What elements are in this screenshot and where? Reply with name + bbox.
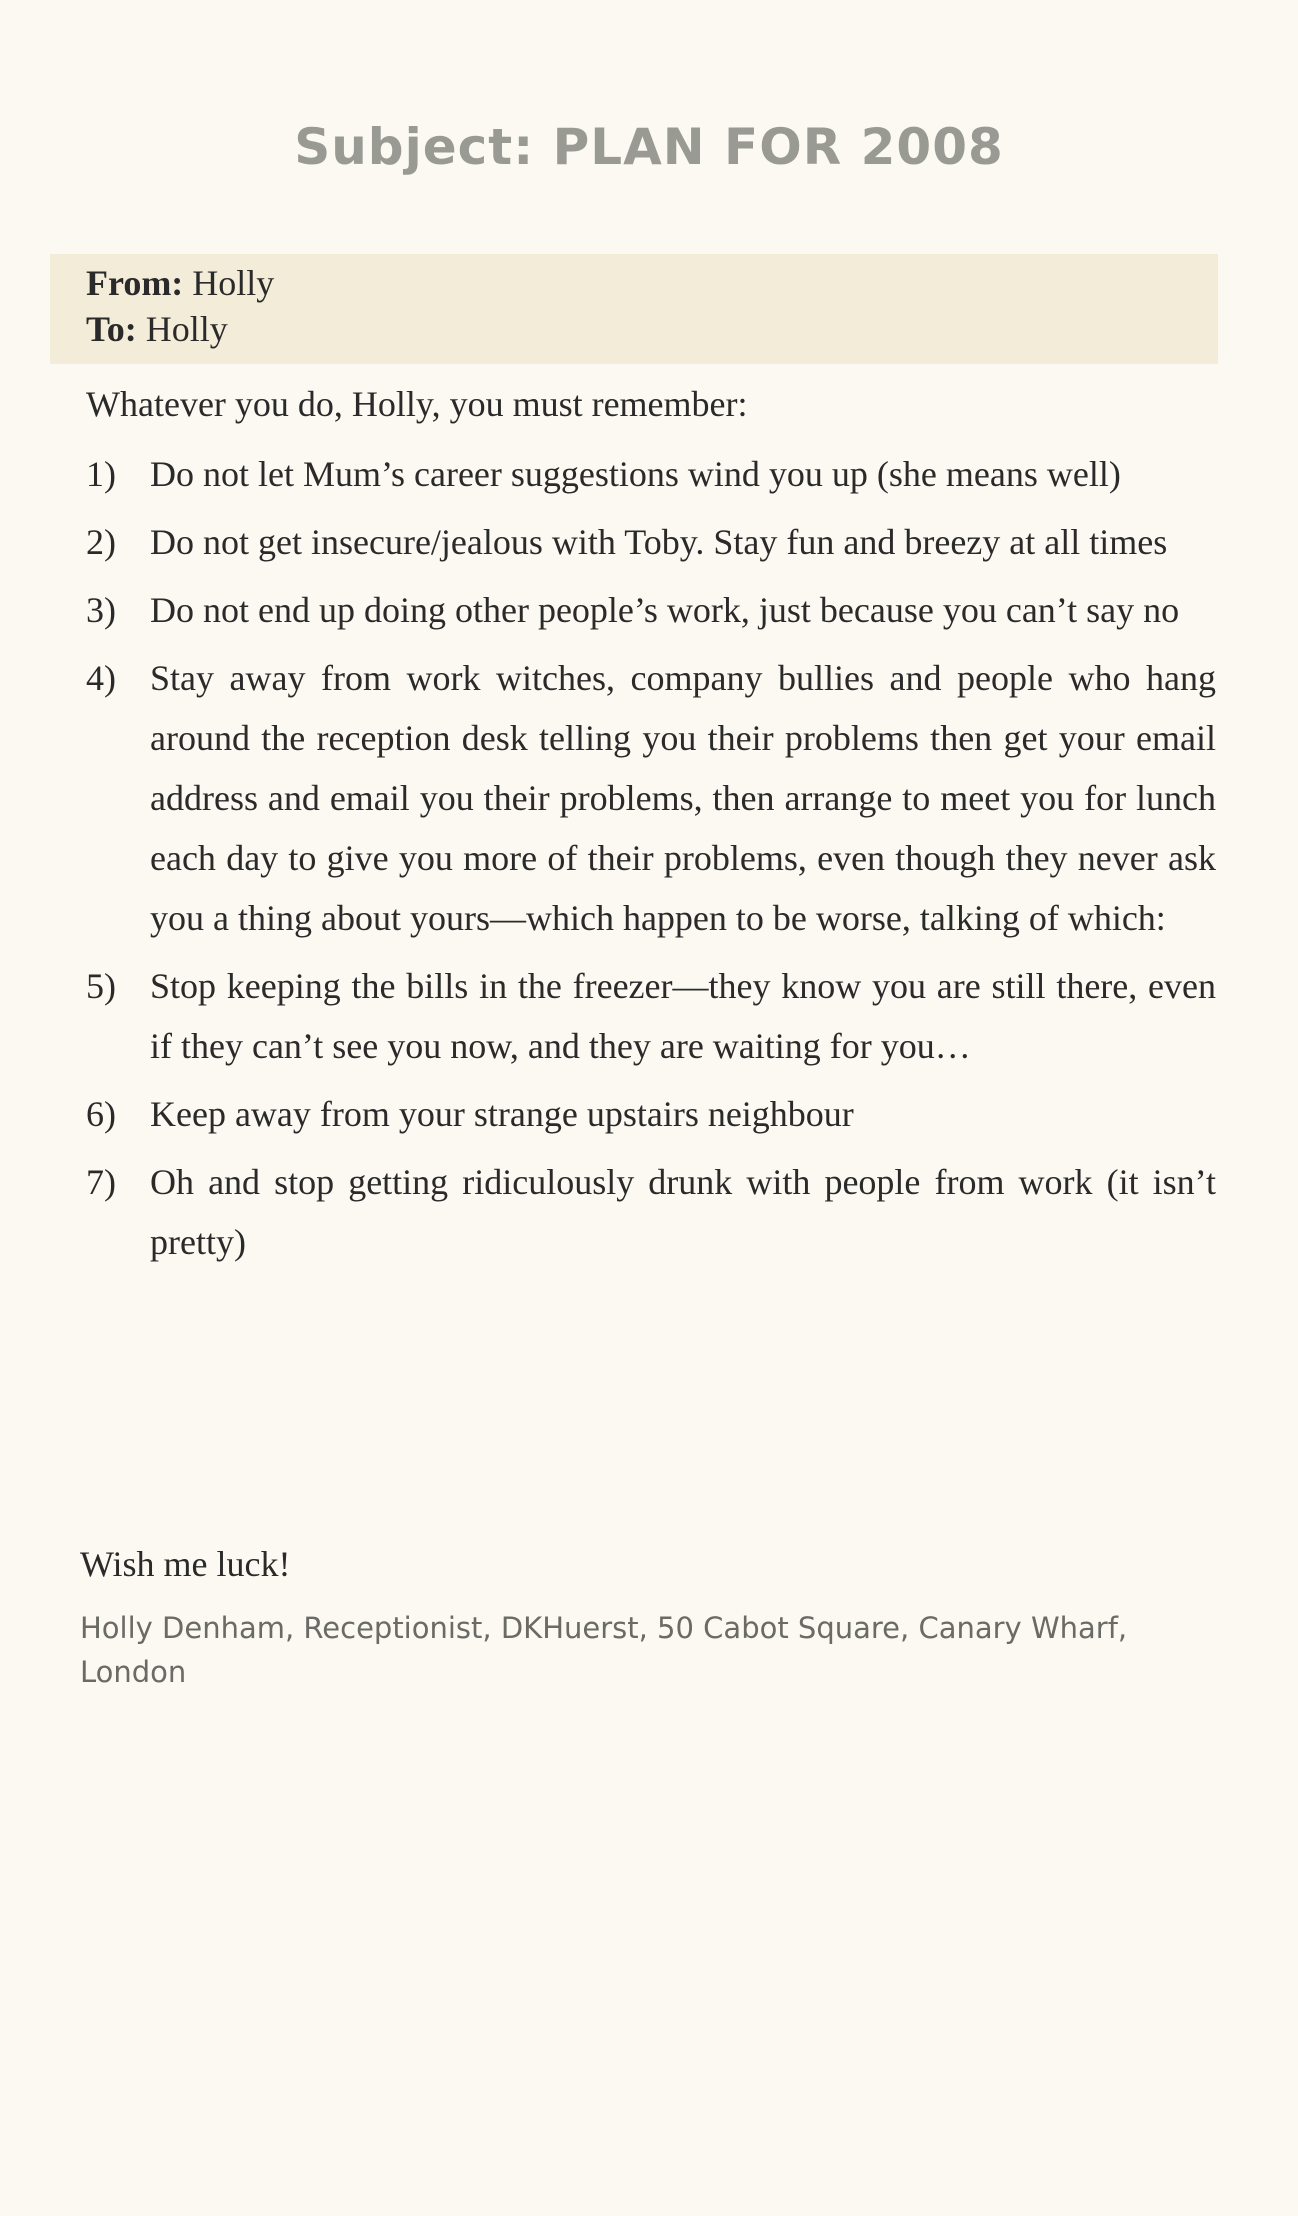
from-value: Holly [192, 263, 275, 303]
list-item [86, 580, 1216, 640]
item-text: Do not get insecure/jealous with Toby. Stay fun and breezy at all times [150, 522, 1168, 562]
item-number: 2) [86, 522, 116, 562]
list-item [86, 956, 1216, 1076]
email-header [50, 254, 1218, 364]
to-line [86, 308, 228, 350]
list-item [86, 512, 1216, 572]
from-line [86, 262, 274, 304]
to-label: To: [86, 309, 137, 349]
list-item [86, 444, 1216, 504]
email-intro: Whatever you do, Holly, you must remember: [86, 384, 748, 424]
item-text: Do not end up doing other people’s work, just because you can’t say no [150, 590, 1180, 630]
from-label: From: [86, 263, 184, 303]
item-number: 7) [86, 1162, 116, 1202]
item-number: 5) [86, 966, 116, 1006]
email-subject: Subject: PLAN FOR 2008 [294, 118, 1004, 176]
list-item [86, 1084, 1216, 1144]
item-text: Stay away from work witches, company bullies and people who hang around the reception desk telling you their problems then get your email address and email you their problems, then arrange to meet you for lunch each day to give you more of their problems, even though they never ask you a thing about yours—which happen to be worse, talking of which: [150, 658, 1216, 938]
signoff: Wish me luck! [80, 1544, 291, 1584]
item-number: 3) [86, 590, 116, 630]
plan-list [86, 444, 1216, 1280]
list-item [86, 1152, 1216, 1272]
item-text: Stop keeping the bills in the freezer—they know you are still there, even if they can’t see you now, and they are waiting for you… [150, 966, 1216, 1066]
to-value: Holly [145, 309, 228, 349]
item-text: Keep away from your strange upstairs neighbour [150, 1094, 854, 1134]
item-number: 6) [86, 1094, 116, 1134]
item-number: 1) [86, 454, 116, 494]
email-signature: Holly Denham, Receptionist, DKHuerst, 50 Cabot Square, Canary Wharf, London [80, 1611, 1128, 1689]
item-text: Oh and stop getting ridiculously drunk with people from work (it isn’t pretty) [150, 1162, 1216, 1262]
item-text: Do not let Mum’s career suggestions wind you up (she means well) [150, 454, 1121, 494]
item-number: 4) [86, 658, 116, 698]
list-item [86, 648, 1216, 948]
